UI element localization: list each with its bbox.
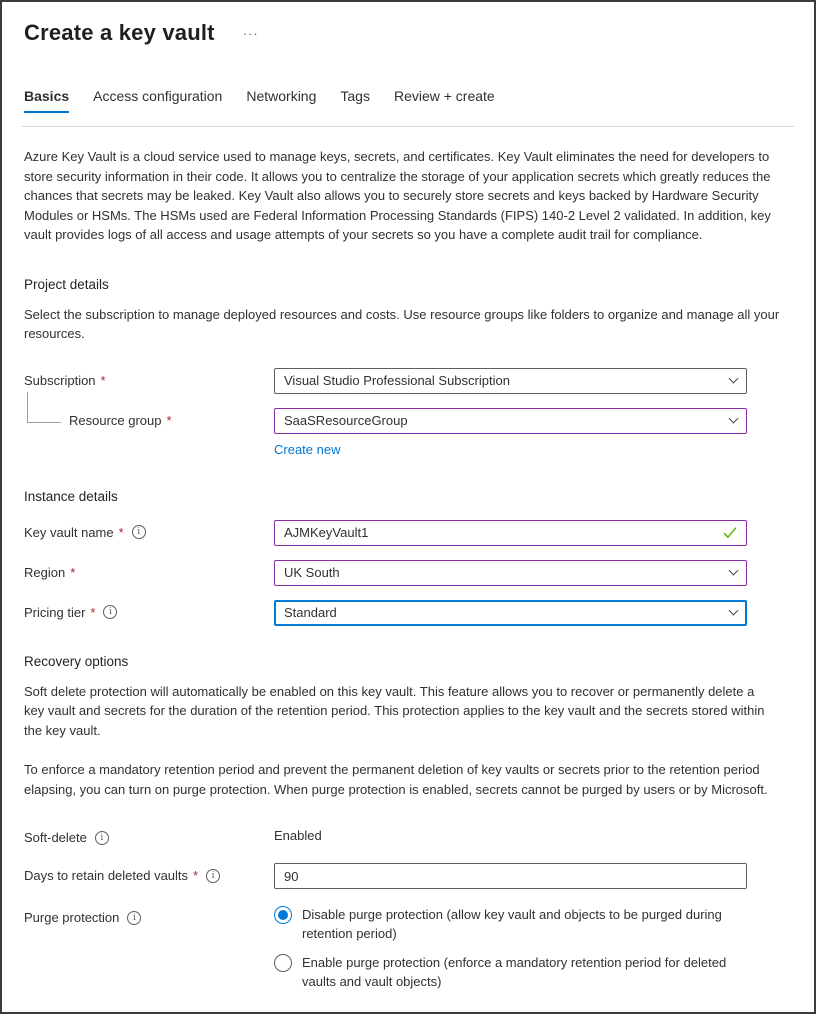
purge-protection-row	[24, 905, 792, 991]
recovery-options-heading: Recovery options	[24, 653, 129, 669]
retention-days-row	[24, 863, 792, 889]
more-options-icon[interactable]: ···	[242, 25, 259, 41]
tab-networking[interactable]: Networking	[246, 88, 317, 104]
required-asterisk: *	[90, 604, 96, 620]
region-dropdown[interactable]	[274, 560, 747, 586]
purge-enable-option[interactable]	[274, 953, 747, 991]
pricing-tier-value: Standard	[284, 605, 337, 620]
pricing-tier-label-cell	[24, 600, 274, 620]
purge-disable-label: Disable purge protection (allow key vault and objects to be purged during retention period)	[302, 907, 722, 941]
tab-divider	[22, 126, 794, 127]
soft-delete-label: Soft-delete	[24, 830, 87, 845]
create-new-row	[24, 441, 792, 459]
key-vault-name-field	[274, 520, 747, 546]
info-icon[interactable]: i	[132, 525, 146, 539]
required-asterisk: *	[118, 524, 124, 540]
basics-form	[24, 368, 792, 992]
info-icon[interactable]: i	[95, 831, 109, 845]
resource-group-label-cell	[24, 408, 274, 428]
soft-delete-description: Soft delete protection will automatically be enabled on this key vault. This feature allows you to recover or permanently delete a key vault and secrets for the duration of the retention period. This protection applies to the key vault and the secrets stored within the key vault.	[24, 683, 765, 738]
required-asterisk: *	[166, 412, 172, 428]
resource-group-dropdown[interactable]	[274, 408, 747, 434]
project-details-heading: Project details	[24, 276, 109, 292]
region-value: UK South	[284, 565, 340, 580]
subscription-value: Visual Studio Professional Subscription	[284, 373, 510, 388]
retention-days-field	[274, 863, 747, 889]
required-asterisk: *	[193, 868, 199, 883]
purge-disable-option[interactable]	[274, 905, 747, 943]
retention-days-label-cell	[24, 863, 274, 883]
key-vault-name-row	[24, 520, 792, 546]
tab-review-create[interactable]: Review + create	[393, 88, 495, 104]
purge-enable-label: Enable purge protection (enforce a mandatory retention period for deleted vaults and vault objects)	[302, 955, 727, 989]
create-new-link[interactable]: Create new	[274, 441, 341, 457]
info-icon[interactable]: i	[206, 869, 220, 883]
hierarchy-connector	[27, 392, 61, 423]
service-description: Azure Key Vault is a cloud service used to manage keys, secrets, and certificates. Key Vault eliminates the need for developers to store security information in their code. It allows you to centralize the storage of your application secrets which greatly reduces the chances that secrets may be leaked. Key Vault also allows you to securely store secrets and keys backed by Hardware Security Modules or HSMs. The HSMs used are Federal Information Processing Standards (FIPS) 140-2 Level 2 validated. In addition, key vault provides logs of all access and usage attempts of your secrets so you have a complete audit trail for compliance.	[24, 149, 771, 242]
project-details-description: Select the subscription to manage deployed resources and costs. Use resource groups like folders to organize and manage all your resources.	[24, 306, 780, 341]
instance-details-heading: Instance details	[24, 488, 118, 504]
retention-days-input[interactable]	[284, 864, 737, 888]
required-asterisk: *	[100, 372, 106, 388]
soft-delete-value: Enabled	[274, 828, 322, 843]
radio-selected-icon	[274, 906, 292, 924]
resource-group-row	[24, 408, 792, 434]
valid-check-icon	[723, 527, 737, 539]
chevron-down-icon	[729, 566, 739, 576]
page-header	[2, 2, 814, 46]
page-title: Create a key vault	[24, 20, 215, 45]
tab-basics[interactable]: Basics	[24, 88, 69, 113]
chevron-down-icon	[729, 374, 739, 384]
radio-unselected-icon	[274, 954, 292, 972]
region-row	[24, 560, 792, 586]
subscription-row	[24, 368, 792, 394]
soft-delete-row	[24, 825, 792, 845]
purge-protection-label: Purge protection	[24, 910, 120, 925]
region-label-cell	[24, 560, 274, 580]
region-label: Region	[24, 564, 66, 580]
pricing-tier-label: Pricing tier	[24, 604, 86, 620]
key-vault-name-input[interactable]	[284, 521, 723, 545]
tab-tags[interactable]: Tags	[340, 88, 370, 104]
info-icon[interactable]: i	[127, 911, 141, 925]
soft-delete-label-cell	[24, 825, 274, 845]
tab-bar	[24, 88, 792, 113]
resource-group-label: Resource group	[69, 412, 162, 428]
key-vault-name-label-cell	[24, 520, 274, 540]
pricing-tier-dropdown[interactable]	[274, 600, 747, 626]
info-icon[interactable]: i	[103, 605, 117, 619]
retention-days-label: Days to retain deleted vaults	[24, 868, 189, 883]
subscription-dropdown[interactable]	[274, 368, 747, 394]
purge-protection-description: To enforce a mandatory retention period and prevent the permanent deletion of key vaults or secrets prior to the retention period elapsing, you can turn on purge protection. When purge protection is enabled, secrets cannot be purged by users or by Microsoft.	[24, 762, 768, 797]
tab-access-configuration[interactable]: Access configuration	[93, 88, 223, 104]
key-vault-name-label: Key vault name	[24, 524, 114, 540]
subscription-label-cell	[24, 368, 274, 388]
chevron-down-icon	[729, 414, 739, 424]
required-asterisk: *	[70, 564, 76, 580]
chevron-down-icon	[729, 606, 739, 616]
subscription-label: Subscription	[24, 372, 96, 388]
resource-group-value: SaaSResourceGroup	[284, 413, 408, 428]
purge-protection-label-cell	[24, 905, 274, 925]
pricing-tier-row	[24, 600, 792, 626]
